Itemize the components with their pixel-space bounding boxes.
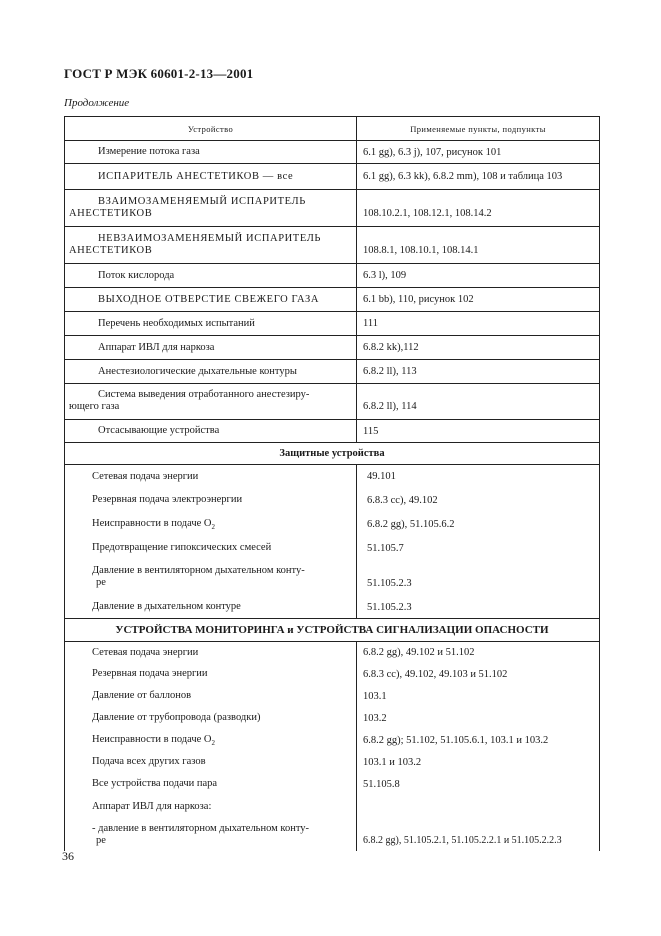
clauses-cell: 6.8.2 gg); 51.102, 51.105.6.1, 103.1 и 103.2 xyxy=(363,734,549,746)
clauses-cell: 6.3 l), 109 xyxy=(363,270,407,281)
clauses-cell: 6.1 gg), 6.3 kk), 6.8.2 mm), 108 и таблица 103 xyxy=(363,171,563,182)
clauses-cell: 111 xyxy=(363,318,378,329)
table-row xyxy=(65,420,599,443)
clauses-cell: 51.105.2.3 xyxy=(367,601,412,613)
clauses-cell: 108.8.1, 108.10.1, 108.14.1 xyxy=(363,244,479,256)
device-line: Система выведения отработанного анестезиру- xyxy=(98,389,310,400)
device-cell: Давление от баллонов xyxy=(65,685,357,707)
clauses-cell: 6.8.3 cc), 49.102, 49.103 и 51.102 xyxy=(363,668,508,680)
device-text: Неисправности в подаче O xyxy=(92,734,212,745)
device-cell xyxy=(65,819,357,851)
device-text: Неисправности в подаче O xyxy=(92,518,212,529)
table-row xyxy=(65,663,599,685)
clauses-cell: 103.1 xyxy=(363,690,387,702)
table-row xyxy=(65,264,599,288)
section-heading-protective: Защитные устройства xyxy=(65,443,599,465)
section-heading-monitoring xyxy=(65,619,599,642)
device-cell: Давление в дыхательном контуре xyxy=(65,596,357,618)
device-line: АНЕСТЕТИКОВ xyxy=(69,245,153,256)
device-cell xyxy=(65,729,357,751)
device-line: Давление в вентиляторном дыхательном конту- xyxy=(92,565,305,576)
table-row xyxy=(65,312,599,336)
device-cell: ВЫХОДНОЕ ОТВЕРСТИЕ СВЕЖЕГО ГАЗА xyxy=(65,288,357,311)
table-row xyxy=(65,512,599,536)
device-line: ре xyxy=(96,577,106,588)
continuation-label: Продолжение xyxy=(64,97,130,109)
table-row xyxy=(65,773,599,795)
device-cell: Давление от трубопровода (разводки) xyxy=(65,707,357,729)
table-row xyxy=(65,465,599,488)
device-cell: Перечень необходимых испытаний xyxy=(65,312,357,335)
device-line: АНЕСТЕТИКОВ xyxy=(69,208,153,219)
clauses-cell: 108.10.2.1, 108.12.1, 108.14.2 xyxy=(363,207,492,219)
table-row xyxy=(65,336,599,360)
table-row xyxy=(65,384,599,420)
device-cell xyxy=(65,384,357,419)
document-header: ГОСТ Р МЭК 60601-2-13—2001 xyxy=(64,66,254,81)
clauses-cell xyxy=(357,795,599,819)
subscript: 2 xyxy=(211,523,216,531)
device-cell: Измерение потока газа xyxy=(65,141,357,163)
device-cell: Подача всех других газов xyxy=(65,751,357,773)
clauses-cell: 51.105.7 xyxy=(367,542,404,554)
clauses-cell: 6.1 bb), 110, рисунок 102 xyxy=(363,294,474,305)
clauses-cell: 6.8.2 ll), 113 xyxy=(363,366,417,377)
table-header-row xyxy=(65,116,599,141)
device-cell: Резервная подача электроэнергии xyxy=(65,488,357,512)
table-row xyxy=(65,751,599,773)
device-cell xyxy=(65,190,357,226)
section-heading-part: и xyxy=(287,624,294,636)
table-row xyxy=(65,642,599,663)
table-row xyxy=(65,141,599,164)
device-cell: Все устройства подачи пара xyxy=(65,773,357,795)
clauses-cell: 51.105.8 xyxy=(363,778,400,790)
page-number: 36 xyxy=(62,849,74,863)
device-cell: Анестезиологические дыхательные контуры xyxy=(65,360,357,383)
clauses-cell: 6.8.2 gg), 51.105.6.2 xyxy=(367,518,455,530)
device-cell: ИСПАРИТЕЛЬ АНЕСТЕТИКОВ — все xyxy=(65,164,357,189)
clauses-cell: 6.8.3 cc), 49.102 xyxy=(367,494,438,506)
table-row xyxy=(65,560,599,596)
table-row xyxy=(65,707,599,729)
device-cell xyxy=(65,227,357,263)
table-row xyxy=(65,488,599,512)
device-cell: Сетевая подача энергии xyxy=(65,642,357,663)
table-row xyxy=(65,819,599,851)
device-cell: Сетевая подача энергии xyxy=(65,465,357,488)
clauses-cell: 49.101 xyxy=(367,471,396,482)
clauses-cell: 51.105.2.3 xyxy=(367,577,412,589)
clauses-cell: 6.8.2 gg), 49.102 и 51.102 xyxy=(363,647,475,658)
table-row xyxy=(65,795,599,819)
standards-table xyxy=(64,116,600,851)
clauses-cell: 115 xyxy=(363,425,379,437)
table-row xyxy=(65,288,599,312)
table-row xyxy=(65,685,599,707)
column-header-clauses: Применяемые пункты, подпункты xyxy=(410,123,546,134)
section-heading-part: УСТРОЙСТВА СИГНАЛИЗАЦИИ ОПАСНОСТИ xyxy=(296,624,549,636)
subscript: 2 xyxy=(211,739,216,747)
table-row xyxy=(65,190,599,227)
monitoring-group xyxy=(65,642,599,851)
device-cell: Отсасывающие устройства xyxy=(65,420,357,442)
device-line: ВЗАИМОЗАМЕНЯЕМЫЙ ИСПАРИТЕЛЬ xyxy=(98,196,306,207)
table-row xyxy=(65,596,599,618)
device-cell: Резервная подача энергии xyxy=(65,663,357,685)
device-line: ре xyxy=(96,835,106,846)
clauses-cell: 103.1 и 103.2 xyxy=(363,756,422,768)
device-cell xyxy=(65,560,357,596)
column-header-device: Устройство xyxy=(65,117,357,140)
section-heading-part: УСТРОЙСТВА МОНИТОРИНГА xyxy=(115,624,285,636)
clauses-cell: 103.2 xyxy=(363,712,387,724)
table-row xyxy=(65,227,599,264)
clauses-cell: 6.8.2 gg), 51.105.2.1, 51.105.2.2.1 и 51.105.2.2.3 xyxy=(363,834,562,846)
device-line: ющего газа xyxy=(69,401,120,412)
device-cell: Аппарат ИВЛ для наркоза: xyxy=(65,795,357,819)
table-row xyxy=(65,360,599,384)
table-row xyxy=(65,729,599,751)
device-cell: Поток кислорода xyxy=(65,264,357,287)
device-line: - давление в вентиляторном дыхательном конту- xyxy=(92,823,310,834)
device-cell xyxy=(65,512,357,536)
device-line: НЕВЗАИМОЗАМЕНЯЕМЫЙ ИСПАРИТЕЛЬ xyxy=(98,233,322,244)
protective-group xyxy=(65,465,599,619)
device-cell: Аппарат ИВЛ для наркоза xyxy=(65,336,357,359)
table-row xyxy=(65,536,599,560)
clauses-cell: 6.8.2 kk),112 xyxy=(363,342,419,353)
table-row xyxy=(65,164,599,190)
device-cell: Предотвращение гипоксических смесей xyxy=(65,536,357,560)
clauses-cell: 6.1 gg), 6.3 j), 107, рисунок 101 xyxy=(363,146,502,158)
clauses-cell: 6.8.2 ll), 114 xyxy=(363,401,417,412)
